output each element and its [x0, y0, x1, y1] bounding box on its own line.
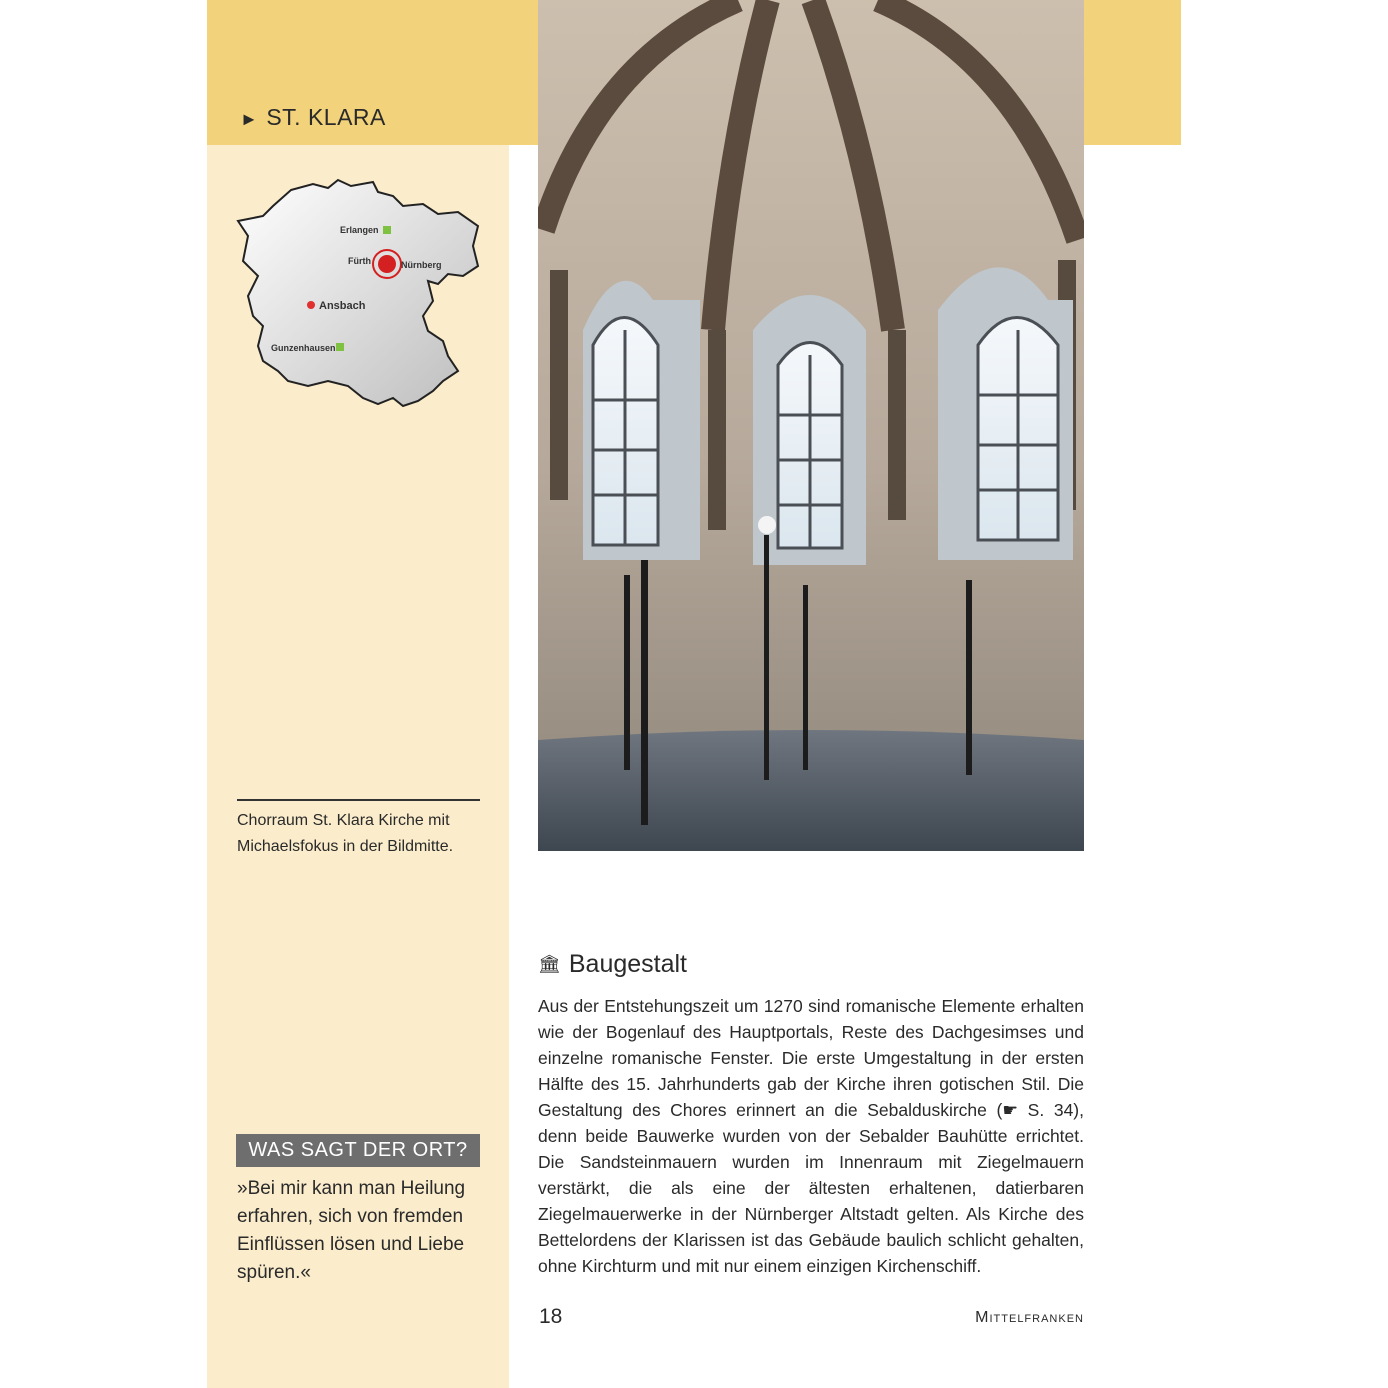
- page-number: 18: [539, 1305, 563, 1328]
- location-dot: [378, 255, 396, 273]
- church-interior-photo: [538, 0, 1084, 851]
- city-marker-erlangen: [383, 226, 391, 234]
- map-label-ansbach: Ansbach: [319, 300, 366, 312]
- quote-heading: WAS SAGT DER ORT?: [236, 1134, 480, 1167]
- region-map: [233, 176, 485, 412]
- section-title: Baugestalt: [568, 950, 687, 978]
- page-title-text: ST. KLARA: [266, 104, 386, 130]
- city-marker-gunzenhausen: [336, 343, 344, 351]
- section-body: Aus der Entstehungszeit um 1270 sind romanische Elemente erhalten wie der Bogenlauf des Hauptportals, Reste des Dachgesimses und einzelne romanische Fenster. Die erste Umgestaltung in der ersten Hälfte des 15. Jahrhunderts gab der Kirche ihren gotischen Stil. Die Gestaltung des Chores erinnert an die Sebalduskirche (☛ S. 34), denn beide Bauwerke wurden von der Sebalder Bauhütte errichtet. Die Sandsteinmauern wurden im Innenraum mit Ziegelmauern verstärkt, die als eine der ältesten erhaltenen, datierbaren Ziegelmauerwerke in der Nürnberger Altstadt gelten. Als Kirche des Bettelordens der Klarissen ist das Gebäude baulich schlicht gehalten, ohne Kirchturm und mit nur einem einzigen Kirchenschiff.: [538, 996, 1084, 1276]
- quote-text: »Bei mir kann man Heilung erfahren, sich von fremden Einflüssen lösen und Liebe spüren.«: [237, 1178, 466, 1283]
- monument-icon: 🏛: [538, 954, 561, 974]
- map-label-erlangen: Erlangen: [340, 225, 379, 235]
- caption-divider: [237, 799, 480, 801]
- city-marker-ansbach: [307, 301, 315, 309]
- map-label-nuernberg: Nürnberg: [401, 260, 442, 270]
- photo-caption: Chorraum St. Klara Kirche mit Michaelsfokus in der Bildmitte.: [237, 812, 454, 855]
- map-label-fuerth: Fürth: [348, 256, 371, 266]
- section-heading: [538, 950, 687, 979]
- play-arrow-icon: ►: [240, 109, 259, 129]
- region-label: Mittelfranken: [975, 1309, 1084, 1326]
- map-outline: [238, 180, 478, 406]
- map-label-gunzenhausen: Gunzenhausen: [271, 343, 336, 353]
- page-title: [240, 104, 386, 131]
